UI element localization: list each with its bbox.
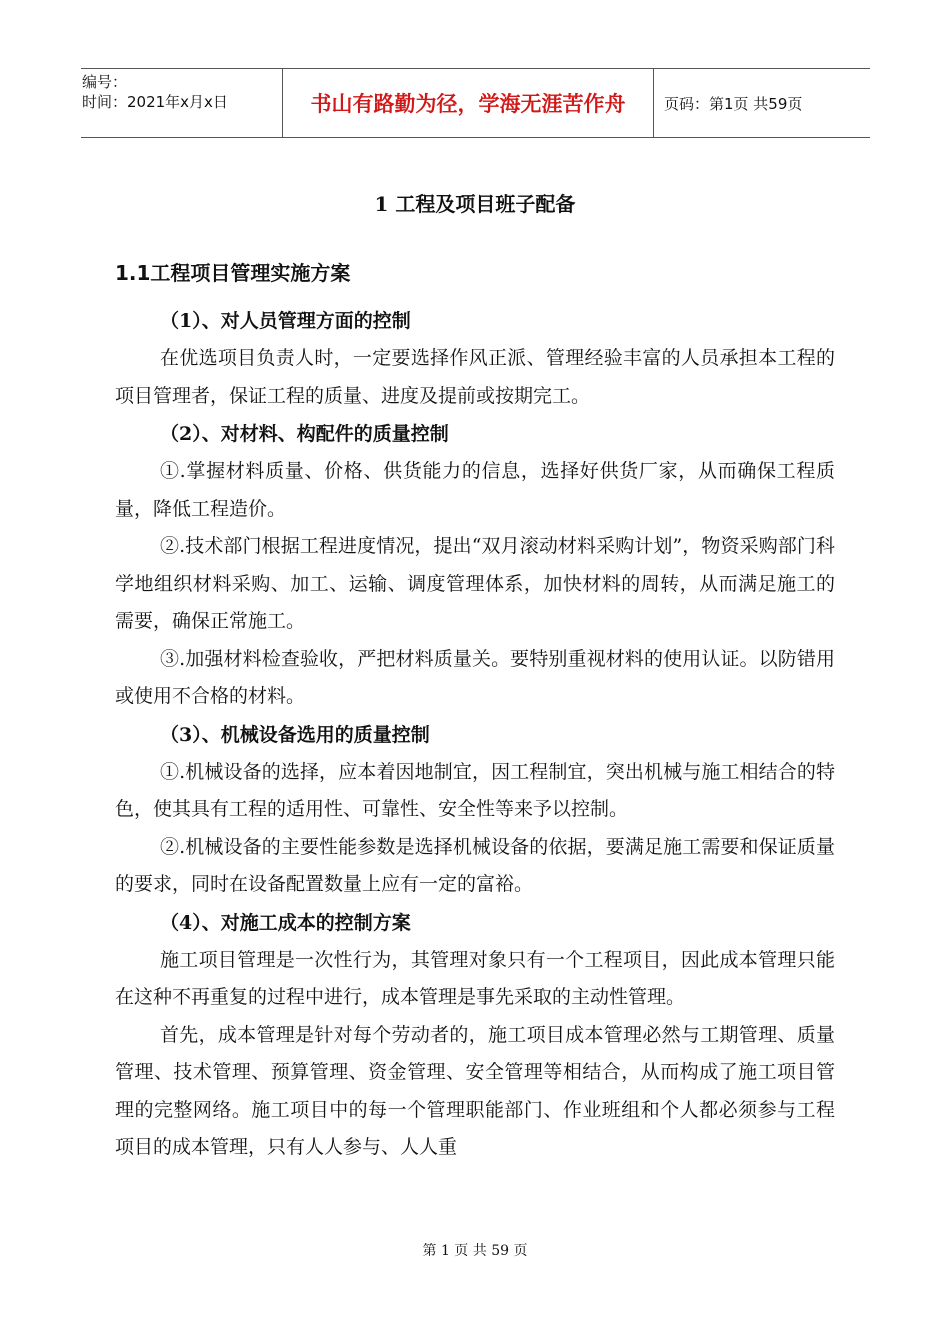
section-heading: 1.1工程项目管理实施方案 [115,261,351,285]
document-date-label: 时间：2021年x月x日 [82,93,228,111]
paragraph: ①.掌握材料质量、价格、供货能力的信息，选择好供货厂家，从而确保工程质量，降低工程造价。 [115,460,835,520]
document-body [115,302,835,1167]
paragraph: ②.技术部门根据工程进度情况，提出“双月滚动材料采购计划”，物资采购部门科学地组织材料采购、加工、运输、调度管理体系，加快材料的周转，从而满足施工的需要，确保正常施工。 [115,535,835,632]
document-number-label: 编号： [82,73,128,91]
subheading-equipment: （3）、机械设备选用的质量控制 [160,723,430,746]
paragraph: 施工项目管理是一次性行为，其管理对象只有一个工程项目，因此成本管理只能在这种不再重复的过程中进行，成本管理是事先采取的主动性管理。 [115,948,835,1008]
header-meta-cell [81,69,282,137]
subheading-materials: （2）、对材料、构配件的质量控制 [160,423,449,445]
subheading-personnel: （1）、对人员管理方面的控制 [160,310,411,332]
paragraph: 首先，成本管理是针对每个劳动者的，施工项目成本管理必然与工期管理、质量管理、技术管理、预算管理、资金管理、安全管理等相结合，从而构成了施工项目管理的完整网络。施工项目中的每一个管理职能部门、作业班组和个人都必须参与工程项目的成本管理，只有人人参与、人人重 [115,1023,835,1158]
chapter-title: 1 工程及项目班子配备 [374,192,576,216]
header-motto: 书山有路勤为径，学海无涯苦作舟 [282,69,654,137]
paragraph: ①.机械设备的选择，应本着因地制宜，因工程制宜，突出机械与施工相结合的特色，使其具有工程的适用性、可靠性、安全性等来予以控制。 [115,760,835,820]
header-page-info: 页码：第1页 共59页 [664,94,803,113]
subheading-cost: （4）、对施工成本的控制方案 [160,911,411,934]
document-header [81,68,870,138]
paragraph: ②.机械设备的主要性能参数是选择机械设备的依据，要满足施工需要和保证质量的要求，同时在设备配置数量上应有一定的富裕。 [115,835,835,895]
page-footer: 第 1 页 共 59 页 [422,1243,528,1259]
paragraph: ③.加强材料检查验收，严把材料质量关。要特别重视材料的使用认证。以防错用或使用不合格的材料。 [115,647,835,707]
paragraph: 在优选项目负责人时，一定要选择作风正派、管理经验丰富的人员承担本工程的项目管理者，保证工程的质量、进度及提前或按期完工。 [115,347,835,407]
